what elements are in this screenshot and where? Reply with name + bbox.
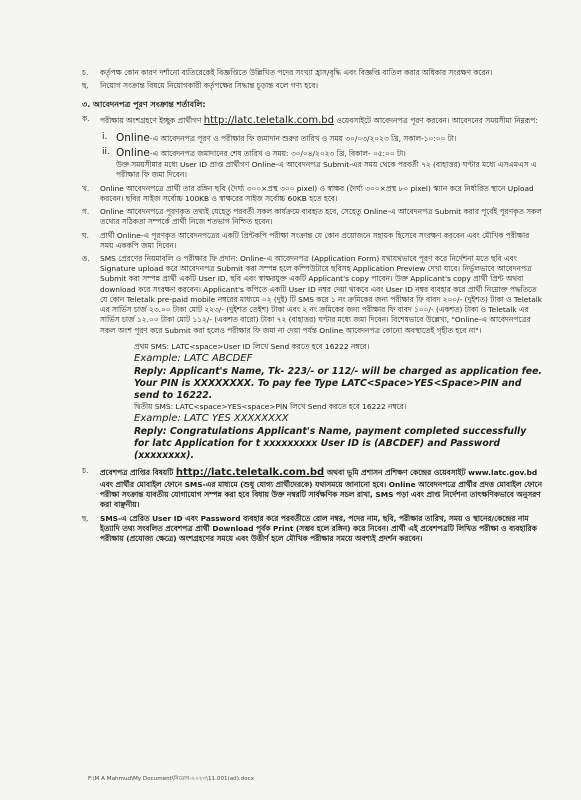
sub-text-body: -এ আবেদনপত্র জমাদানের শেষ তারিখ ও সময়: ৩০/০৪/২০২৩ খ্রি, বিকাল- ০৫:০০ টা। (149, 148, 406, 158)
clause-text-pre: প্রবেশপত্র প্রাপ্তির বিষয়টি (100, 468, 174, 478)
clause-label: ঙ. (82, 253, 90, 263)
clause-text-pre: পরীক্ষায় অংশগ্রহণে ইচ্ছুক প্রার্থীগণ (100, 116, 202, 126)
clause-ka (82, 114, 543, 128)
sms-example-1: Example: LATC ABCDEF (134, 352, 253, 364)
sub-text (116, 146, 543, 160)
sub-text (116, 131, 543, 145)
sub-label: i. (102, 132, 108, 143)
sub-text-body: -এ আবেদনপত্র পূরণ ও পরীক্ষার ফি জমাদান শুরুর তারিখ ও সময় ৩০/০৩/২০২৩ খ্রি, সকাল-১০:০০ টা। (149, 134, 457, 144)
clause-ka-ii (102, 146, 543, 160)
sub-label: ii. (102, 146, 110, 157)
clause-end-chha (82, 514, 543, 545)
clause-label: খ. (82, 183, 90, 193)
clause-chha (82, 81, 543, 91)
clause-label: ছ. (82, 81, 89, 91)
clause-ka-note (116, 160, 543, 180)
clause-text: প্রার্থী Online-এ পূরণকৃত আবেদনপত্রের একটি প্রিন্টকপি পরীক্ষা সংক্রান্ত যে কোন প্রয়োজনে সহায়ক হিসেবে সংরক্ষণ করবেন এবং মৌখিক পরীক্ষার সময় এককপি জমা দিবেন। (100, 230, 530, 250)
clause-label: চ. (82, 68, 89, 77)
sms-reply-2: Reply: Congratulations Applicant's Name, payment completed successfully for latc Application for t xxxxxxxxx User ID is (ABCDEF) and Password (xxxxxxxx). (134, 426, 527, 462)
clause-label: ক. (82, 114, 90, 124)
clause-label: ঘ. (82, 230, 89, 240)
clause-gha (82, 231, 543, 251)
sms-reply-1: Reply: Applicant's Name, Tk- 223/- or 112/- will be charged as application fee. Your PIN is XXXXXXXX. To pay fee Type LATC<Space>YES<Space>PIN and send to 16222. (134, 365, 542, 401)
clause-text: Online আবেদনপত্রে পূরণকৃত তথ্যই যেহেতু পরবর্তী সকল কার্যক্রমে ব্যবহৃত হবে, সেহেতু Online-এ আবেদনপত্র Submit করার পূর্বেই পূরণকৃত সকল তথ্যের সঠিকতা সম্পর্কে প্রার্থী নিজে শতভাগ নিশ্চিত হবেন। (100, 207, 542, 227)
clause-label: গ. (82, 207, 90, 217)
clause-text: নিয়োগ সংক্রান্ত বিষয়ে নিয়োগকারী কর্তৃপক্ষের সিদ্ধান্ত চূড়ান্ত বলে গণ্য হবে। (100, 81, 318, 91)
clause-ka-i (102, 131, 543, 145)
online-word: Online (116, 132, 150, 145)
clause-text (100, 466, 543, 510)
sms-instructions (134, 342, 543, 463)
clause-label: ছ. (82, 513, 89, 523)
note-text: উক্ত সময়সীমার মধ্যে User ID প্রাপ্ত প্রার্থীগণ Online-এ আবেদনপত্র Submit-এর সময় থেকে পরবর্তী ৭২ (বাহাত্তর) ঘণ্টার মধ্যে এসএমএস এ পরীক্ষার ফি জমা দিবেন। (116, 160, 537, 180)
clause-label: চ. (82, 466, 89, 476)
clause-end-cha (82, 466, 543, 510)
online-word: Online (116, 146, 150, 159)
section-heading: ৩. আবেদনপত্র পূরণ সংক্রান্ত শর্তাবলি: (82, 100, 206, 110)
clause-text: SMS প্রেরণের নিয়মাবলি ও পরীক্ষার ফি প্রদান: Online-এ আবেদনপত্র (Application Form) যথাযথভাবে পূরণ করে নির্দেশনা মতে ছবি এবং Signature upload করে আবেদনপত্র Submit করা সম্পন্ন হলে কম্পিউটারে ছবিসহ Application Preview দেখা যাবে। নির্ভুলভাবে আবেদনপত্র Submit করা সম্পন্ন প্রার্থী একটি User ID, ছবি এবং স্বাক্ষরযুক্ত একটি Applicant's copy পাবেন। উক্ত Applicant's copy প্রার্থী প্রিন্ট অথবা download করে সংরক্ষণ করবেন। Applicant's কপিতে একটি User ID নম্বর দেয়া থাকবে এবং User ID নম্বর ব্যবহার করে প্রার্থী নিম্নোক্ত পদ্ধতিতে যে কোন Teletalk pre-paid mobile নম্বরের মাধ্যমে ০২ (দুই) টি SMS করে ১ নং ক্রমিকের জন্য পরীক্ষার ফি বাবদ ২০০/- (দুইশত) টাকা ও Teletalk এর সার্ভিস চার্জ ২৩.০০ টাকা মোট ২২৩/- (দুইশত তেইশ) টাকা এবং ২ নং ক্রমিকের জন্য পরীক্ষার ফি বাবদ ১০০/- (একশত) টাকা ও Teletalk এর সার্ভিস চার্জ ১২.০০ টাকা মোট ১১২/- (একশত বারো) টাকা ৭২ (বাহাত্তর) ঘণ্টার মধ্যে জমা দিবেন। বিশেষভাবে উল্লেখ্য, "Online-এ আবেদনপত্রের সকল অংশ পূরণ করে Submit করা হলেও পরীক্ষার ফি জমা না দেয়া পর্যন্ত Online আবেদনপত্র কোনো অবস্থাতেই গৃহীত হবে না"। (100, 253, 543, 335)
clause-ga (82, 207, 543, 227)
clause-text-mid: অথবা ভূমি প্রশাসন প্রশিক্ষণ কেন্দ্রের ওয়েবসাইট www.latc.gov.bd এবং প্রার্থীর মোবাইল ফোনে SMS-এর মাধ্যমে (শুধু যোগ্য প্রার্থীদেরকে) যথাসময়ে জানানো হবে। Online আবেদনপত্রে প্রার্থীর প্রদত্ত মোবাইল ফোনে পরীক্ষা সংক্রান্ত যাবতীয় যোগাযোগ সম্পন্ন করা হবে বিধায় উক্ত নম্বরটি সার্বক্ষণিক সচল রাখা, SMS পড়া এবং প্রাপ্ত নির্দেশনা তাৎক্ষণিকভাবে অনুসরণ করা বাঞ্ছনীয়। (100, 468, 543, 510)
website-link[interactable]: http://latc.teletalk.com.bd (175, 467, 325, 479)
clause-text: Online আবেদনপত্রে প্রার্থী তার রঙ্গিন ছবি (দৈর্ঘ্য ৩০০×প্রস্থ ৩০০ pixel) ও স্বাক্ষর (দৈর্ঘ্য ৩০০×প্রস্থ ৮০ pixel) স্ক্যান করে নির্ধারিত স্থানে Upload করবেন। ছবির সাইজ সর্বোচ্চ 100KB ও স্বাক্ষরের সাইজ সর্বোচ্চ 60KB হতে হবে। (100, 183, 534, 203)
clause-text-post: ওয়েবসাইটে আবেদনপত্র পূরণ করবেন। আবেদনের সময়সীমা নিম্নরূপ: (336, 116, 538, 126)
sms-first: প্রথম SMS: LATC<space>User ID লিখে Send করতে হবে 16222 নম্বরে। (134, 341, 370, 351)
file-path-footer: F:\M A Mahmud\My Document\নিয়োগ-২০২৩\11.001(ad).docx (88, 776, 255, 782)
clause-text: SMS-এ প্রেরিত User ID এবং Password ব্যবহার করে পরবর্তীতে রোল নম্বর, পদের নাম, ছবি, পরীক্ষার তারিখ, সময় ও স্থানের/কেন্দ্রের নাম ইত্যাদি তথ্য সংবলিত প্রবেশপত্র প্রার্থী Download পূর্বক Print (সম্ভব হলে রঙ্গিন) করে নিবেন। প্রার্থী এই প্রবেশপত্রটি লিখিত পরীক্ষা ও ব্যবহারিক পরীক্ষায় (প্রযোজ্য ক্ষেত্রে) অংশগ্রহণের সময়ে এবং উত্তীর্ণ হলে মৌখিক পরীক্ষার সময়ে অবশ্যই প্রদর্শন করবেন। (100, 513, 537, 544)
clause-kha (82, 184, 543, 204)
clause-text: কর্তৃপক্ষ কোন কারণ দর্শানো ব্যতিরেকেই বিজ্ঞপ্তিতে উল্লিখিত পদের সংখ্যা হ্রাস/বৃদ্ধি এবং বিজ্ঞপ্তি বাতিল করার অধিকার সংরক্ষণ করেন। (100, 68, 493, 77)
clause-text (100, 114, 543, 128)
clause-uma (82, 254, 543, 336)
website-link[interactable]: http://latc.teletalk.com.bd (203, 115, 334, 127)
sms-second: দ্বিতীয় SMS: LATC<space>YES<space>PIN লিখে Send করতে হবে 16222 নম্বরে। (134, 401, 407, 411)
sms-example-2: Example: LATC YES XXXXXXXX (134, 413, 289, 425)
clause-cha (82, 68, 543, 78)
